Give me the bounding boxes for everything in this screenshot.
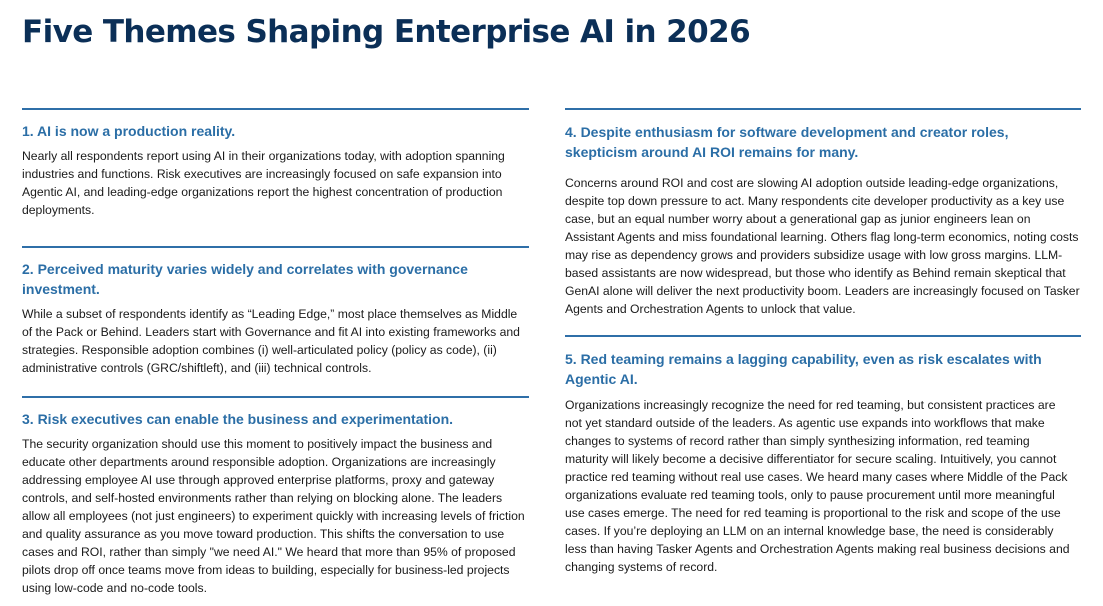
theme-5-heading: 5. Red teaming remains a lagging capability, even as risk escalates with Agentic AI. bbox=[565, 351, 1042, 387]
theme-4-body: Concerns around ROI and cost are slowing AI adoption outside leading-edge organizations, despite top down pressure to act. Many respondents cite developer productivity as a key use case, but an equal number worry about a generational gap as junior engineers lean on Assistant Agents and miss foundational learning. Others flag long-term economics, noting costs may rise as dependency grows and providers subsidize usage with low gross margins. LLM-based assistants are now widespread, but those who identify as Behind remain skeptical that GenAI alone will deliver the next productivity boom. Leaders are increasingly focused on Tasker Agents and Orchestration Agents to unlock that value. bbox=[565, 176, 1080, 316]
theme-4-heading: 4. Despite enthusiasm for software development and creator roles, skepticism around AI ROI remains for many. bbox=[565, 124, 1009, 160]
theme-3-body: The security organization should use this moment to positively impact the business and educate other departments around responsible adoption. Organizations are increasingly addressing employee AI use through approved enterprise platforms, proxy and gateway controls, and self-hosted environments rather than relying on blocking alone. The leaders allow all employees (not just engineers) to experiment quickly with increasing levels of friction and quality assurance as you move toward production. This shifts the conversation to use cases and ROI, rather than simply "we need AI." We heard that more than 95% of proposed pilots drop off once teams move from ideas to building, especially for business-led projects using low-code and no-code tools. bbox=[22, 437, 525, 595]
theme-5-body: Organizations increasingly recognize the need for red teaming, but consistent practices are not yet standard outside of the leaders. As agentic use expands into workflows that make changes to systems of record rather than simply synthesizing information, red teaming maturity will likely become a decisive differentiator for secure scaling. Intuitively, you cannot practice red teaming without real use cases. We heard many cases where Middle of the Pack organizations evaluate red teaming tools, only to pause procurement until more meaningful use cases emerge. The need for red teaming is proportional to the risk and scope of the use cases. If you’re deploying an LLM on an internal knowledge base, the need is considerably less than having Tasker Agents and Orchestration Agents making real business decisions and changing systems of record. bbox=[565, 398, 1070, 574]
theme-2-body: While a subset of respondents identify as “Leading Edge,” most place themselves as Middle of the Pack or Behind. Leaders start with Governance and fit AI into existing frameworks and strategies. Responsible adoption combines (i) well-articulated policy (policy as code), (ii) administrative controls (GRC/shiftleft), and (iii) technical controls. bbox=[22, 307, 520, 375]
theme-4-section bbox=[565, 108, 1081, 318]
theme-1-body: Nearly all respondents report using AI in their organizations today, with adoption spanning industries and functions. Risk executives are increasingly focused on safe expansion into Agentic AI, and leading-edge organizations report the highest concentration of production deployments. bbox=[22, 149, 505, 217]
theme-1-heading: 1. AI is now a production reality. bbox=[22, 123, 236, 139]
theme-3-section bbox=[22, 396, 529, 597]
page-title: Five Themes Shaping Enterprise AI in 2026 bbox=[22, 14, 751, 50]
right-column bbox=[565, 108, 1081, 576]
left-column bbox=[22, 108, 529, 597]
theme-1-section bbox=[22, 108, 529, 219]
theme-2-section bbox=[22, 246, 529, 377]
theme-2-heading: 2. Perceived maturity varies widely and correlates with governance investment. bbox=[22, 261, 468, 297]
theme-5-section bbox=[565, 335, 1081, 576]
theme-3-heading: 3. Risk executives can enable the business and experimentation. bbox=[22, 411, 454, 427]
